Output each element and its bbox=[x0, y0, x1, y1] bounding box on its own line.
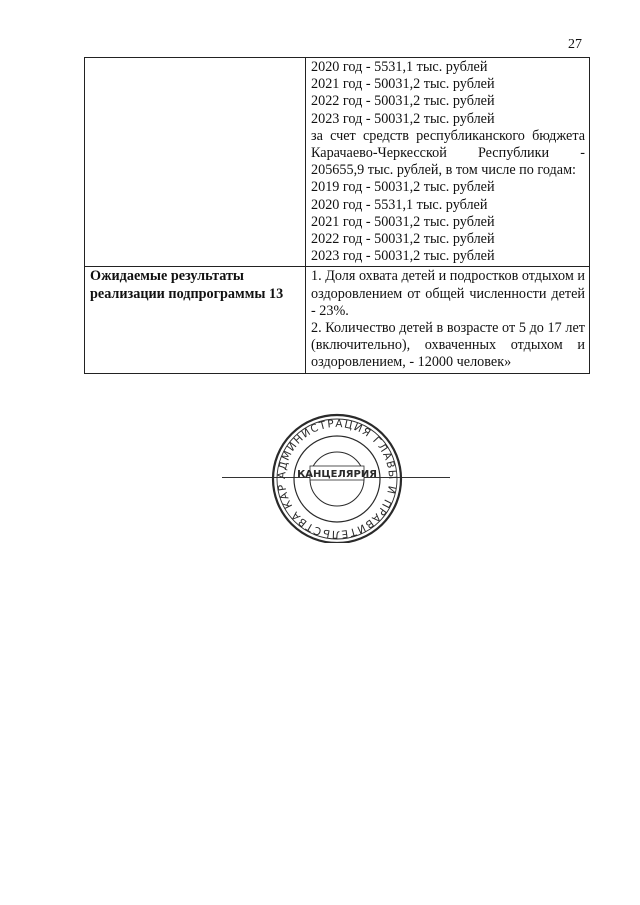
table-row bbox=[85, 267, 590, 373]
year-amount-line: 2020 год - 5531,1 тыс. рублей bbox=[311, 59, 488, 75]
official-stamp bbox=[222, 408, 452, 543]
expected-results-cell bbox=[306, 267, 590, 373]
year-amount-line: 2021 год - 50031,2 тыс. рублей bbox=[311, 213, 495, 230]
year-amount-line: 2023 год - 50031,2 тыс. рублей bbox=[311, 248, 495, 265]
stamp-center-text: КАНЦЕЛЯРИЯ bbox=[297, 469, 377, 480]
table-row bbox=[85, 58, 590, 267]
financing-cell bbox=[306, 58, 590, 267]
year-amount-line: 2023 год - 50031,2 тыс. рублей bbox=[311, 110, 495, 127]
expected-results-label: Ожидаемые результаты реализации подпрограммы 13 bbox=[90, 268, 284, 302]
year-amount-line: 2022 год - 50031,2 тыс. рублей bbox=[311, 93, 495, 110]
result-item: 1. Доля охвата детей и подростков отдыхом и оздоровлением от общей численности детей - 23%. bbox=[311, 268, 585, 319]
expected-results-label-cell bbox=[85, 267, 306, 373]
budget-source-paragraph: за счет средств республиканского бюджета Карачаево-Черкесской Республики - 205655,9 тыс. рублей, в том числе по годам: bbox=[311, 127, 585, 179]
page-number: 27 bbox=[568, 37, 582, 52]
year-amount-line: 2019 год - 50031,2 тыс. рублей bbox=[311, 179, 495, 196]
result-item: 2. Количество детей в возрасте от 5 до 17 лет (включительно), охваченных отдыхом и оздоровлением, - 12000 человек» bbox=[311, 320, 585, 371]
stamp-outer-text: АДМИНИСТРАЦИЯ ГЛАВЫ И ПРАВИТЕЛЬСТВА КАР bbox=[275, 417, 399, 541]
document-table bbox=[84, 57, 590, 374]
table-cell-empty bbox=[85, 58, 306, 267]
year-amount-line: 2022 год - 50031,2 тыс. рублей bbox=[311, 231, 495, 248]
year-amount-line: 2020 год - 5531,1 тыс. рублей bbox=[311, 196, 488, 213]
stamp-seal-icon bbox=[222, 408, 452, 543]
year-amount-line: 2021 год - 50031,2 тыс. рублей bbox=[311, 76, 495, 93]
